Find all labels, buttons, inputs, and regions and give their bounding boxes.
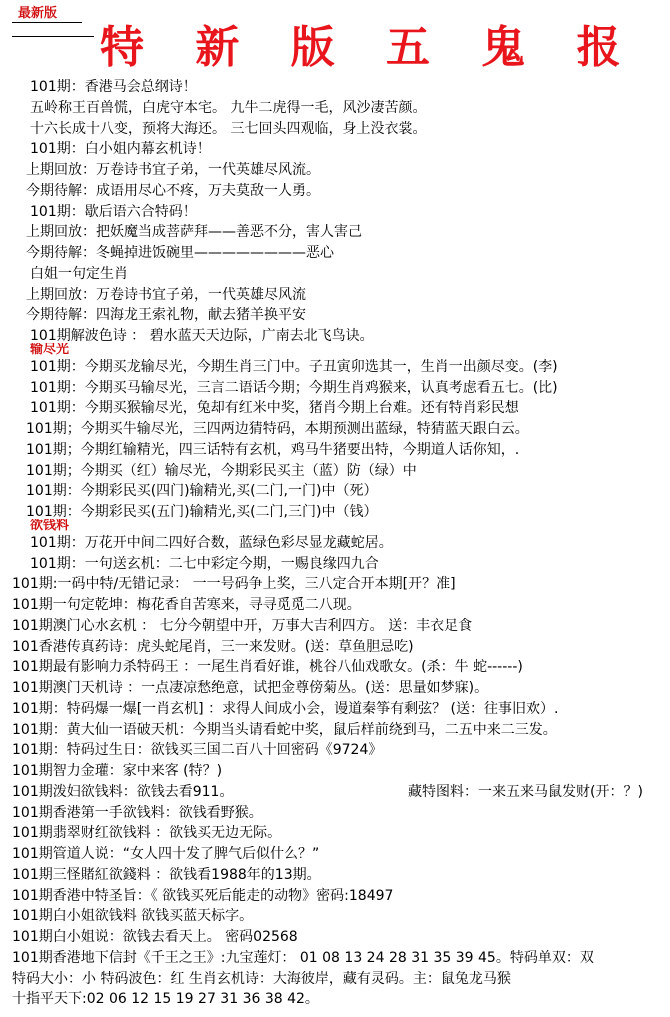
line-text: 101期翡翠财红欲钱料 ：欲钱买无边无际。	[12, 825, 282, 842]
line-text: 101期解波色诗 ： 碧水蓝天天边际，广南去北飞鸟诀。	[30, 328, 374, 344]
text-line	[0, 574, 670, 595]
text-line	[0, 139, 670, 160]
text-line	[0, 481, 670, 502]
title-rule	[12, 36, 94, 37]
text-line	[0, 657, 670, 678]
line-text: 101期：歇后语六合特码！	[30, 203, 197, 220]
section-label: 欲钱料	[30, 518, 70, 533]
line-text: 101期三怪賭紅欲錢料 ：欲钱看1988年的13期。	[12, 866, 321, 883]
line-text: 101期：特码爆一爆[一肖玄机] ：求得人间成小会，谩道秦筝有剩弦？ (送：往事旧欢）.	[12, 700, 559, 717]
text-line	[0, 264, 670, 285]
text-line	[0, 305, 670, 326]
line-text: 101期：今期买马输尽光，三言二语话今期；今期生肖鸡猴来，认真考虑看五七。(比)	[30, 379, 558, 396]
line-text: 101期白小姐说：欲钱去看天上。 密码02568	[12, 929, 298, 945]
text-line	[0, 357, 670, 378]
text-line	[0, 533, 670, 554]
text-line	[0, 948, 670, 969]
line-text: 101期：香港马会总纲诗！	[30, 79, 197, 95]
line-text: 101期：黄大仙一语破天机：今期当头请看蛇中奖，鼠后样前绕到马，二五中来二三发。	[12, 721, 557, 738]
text-line	[0, 699, 670, 720]
section-label: 输尽光	[30, 342, 70, 357]
text-line	[0, 865, 670, 886]
line-text: 101期白小姐欲钱料 欲钱买蓝天标字。	[12, 908, 254, 925]
text-line	[0, 461, 670, 482]
line-text: 特码大小：小 特码波色：红 生肖玄机诗：大海彼岸，藏有灵码。主：鼠兔龙马猴	[12, 970, 511, 987]
corner-tag: 最新版	[18, 6, 58, 21]
text-line	[0, 720, 670, 741]
line-text: 101期:一码中特/无错记录： 一一号码争上奖，三八定合开本期[开？准]	[12, 576, 456, 593]
line-text: 十指平天下:02 06 12 15 19 27 31 36 38 42。	[12, 991, 319, 1008]
line-text: 101期；今期买牛输尽光，三四两边猜特码，本期预测出蓝绿，特猜蓝天跟白云。	[26, 421, 529, 437]
text-line	[0, 554, 670, 575]
text-line	[0, 419, 670, 440]
text-line	[0, 637, 670, 658]
text-line	[0, 844, 670, 865]
line-text: 101期香港地下信封《千王之王》:九宝莲灯： 01 08 13 24 28 31 35 39 45。特码单双：双	[12, 949, 594, 966]
text-line	[0, 823, 670, 844]
line-text: 101期香港中特圣旨：《 欲钱买死后能走的动物》密码:18497	[12, 887, 394, 904]
text-line	[0, 678, 670, 699]
text-line	[0, 222, 670, 243]
line-text: 101香港传真药诗：虎头蛇尾肖，三一来发财。(送：草鱼胆忌吃)	[12, 638, 414, 655]
text-line	[0, 886, 670, 907]
text-line	[0, 119, 670, 140]
line-text: 101期澳门心水玄机 ： 七分今朝望中开，万事大吉利四方。 送：丰衣足食	[12, 617, 473, 634]
line-text: 101期一句定乾坤：梅花香自苦寒来，寻寻觅觅二八现。	[12, 597, 361, 613]
text-line	[0, 616, 670, 637]
text-line	[0, 398, 670, 419]
text-line	[0, 285, 670, 306]
line-text: 白姐一句定生肖	[30, 265, 128, 282]
line-text: 101期香港第一手欲钱料：欲钱看野猴。	[12, 804, 263, 821]
text-line	[0, 378, 670, 399]
text-line	[0, 440, 670, 461]
line-text: 101期：万花开中间二四好合数，蓝绿色彩尽显龙藏蛇居。	[30, 534, 393, 551]
line-text: 今期待解：四海龙王索礼物，献去猪羊换平安	[26, 307, 306, 324]
line-text: 101期：今期彩民买(五门)输精光,买(二门,三门)中（钱）	[26, 504, 378, 520]
line-text: 101期管道人说：“女人四十发了脾气后似什么？”	[12, 846, 320, 862]
text-line	[0, 969, 670, 990]
corner-underline	[12, 22, 82, 23]
text-line	[0, 181, 670, 202]
line-text: 101期智力金瓘：家中来客 (特？)	[12, 763, 223, 779]
text-line	[0, 761, 670, 782]
line-text: 101期；今期红输精光，四三话特有玄机，鸡马牛猪要出特，今期道人话你知，.	[26, 441, 520, 458]
line-text: 101期；今期买（红）输尽光，今期彩民买主（蓝）防（绿）中	[26, 462, 417, 479]
text-line	[0, 803, 670, 824]
line-text: 101期最有影响力杀特码王 ：一尾生肖看好谁，桃谷八仙戏歌女。(杀：牛 蛇------)	[12, 659, 523, 676]
text-line	[0, 202, 670, 223]
text-line	[0, 740, 670, 761]
line-text: 101期：一句送玄机：二七中彩定今期，一赐良缘四九合	[30, 555, 379, 572]
line-text: 上期回放：把妖魔当成菩萨拜——善恶不分，害人害己	[26, 224, 362, 241]
text-line	[0, 782, 670, 803]
page-title: 特 新 版 五 鬼 报	[100, 22, 639, 73]
line-text: 五岭称王百兽慌，白虎守本宅。 九牛二虎得一毛，风沙凄苦颜。	[30, 99, 427, 116]
line-text: 101期：今期买龙输尽光，今期生肖三门中。子丑寅卯选其一，生肖一出颜尽变。(李)	[30, 358, 558, 375]
line-text: 101期泼妇欲钱料：欲钱去看911。	[12, 783, 234, 800]
line-text: 今期待解：冬蝇掉进饭碗里————————恶心	[26, 245, 334, 261]
text-line	[0, 927, 670, 948]
line-text: 上期回放：万卷诗书宜子弟，一代英雄尽风流。	[26, 162, 320, 178]
line-text-right: 藏特图料：一来五来马鼠发财(开：？)	[408, 783, 643, 800]
line-text: 101期澳门天机诗 ：一点凄凉愁绝意，试把金尊傍菊丛。(送：思量如梦寐)。	[12, 680, 489, 696]
line-text: 101期：白小姐内幕玄机诗！	[30, 141, 211, 158]
line-text: 101期：今期彩民买(四门)输精光,买(二门,一门)中（死）	[26, 483, 378, 500]
text-line	[0, 989, 670, 1010]
text-line	[0, 906, 670, 927]
text-line	[0, 243, 670, 264]
text-line	[0, 98, 670, 119]
line-text: 十六长成十八变，预将大海还。 三七回头四观临，身上没衣裳。	[30, 120, 427, 137]
text-line	[0, 595, 670, 616]
line-text: 101期：今期买猴输尽光，兔却有红米中奖，猪肖今期上台难。还有特肖彩民想	[30, 400, 519, 417]
line-text: 101期：特码过生日：欲钱买三国二百八十回密码《9724》	[12, 742, 383, 759]
line-text: 上期回放：万卷诗书宜子弟，一代英雄尽风流	[26, 286, 306, 303]
text-line	[0, 160, 670, 181]
line-text: 今期待解：成语用尽心不疼，万夫莫敌一人勇。	[26, 182, 320, 199]
text-line	[0, 77, 670, 98]
document-body	[0, 77, 670, 1010]
